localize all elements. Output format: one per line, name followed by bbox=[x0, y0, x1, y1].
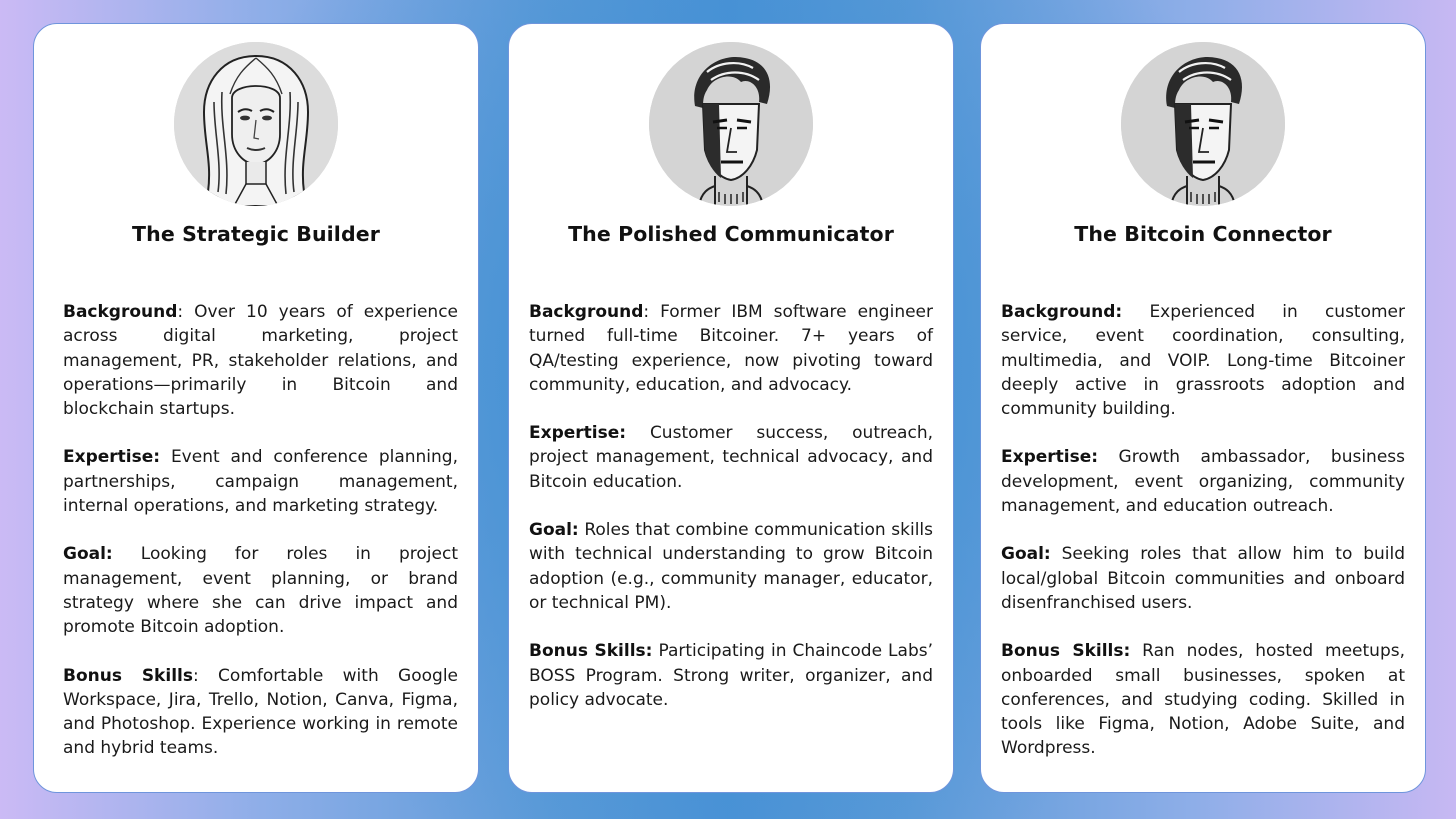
persona-details bbox=[63, 300, 458, 785]
background-section: Background: Former IBM software engineer turned full-time Bitcoiner. 7+ years of QA/testing experience, now pivoting toward community, education, and advocacy. bbox=[529, 302, 933, 395]
bonus-skills-section bbox=[529, 639, 933, 712]
woman-portrait-icon bbox=[174, 42, 338, 206]
section-text: Experienced in customer service, event coordination, consulting, multimedia, and VOIP. Long-time Bitcoiner deeply active in grassroots adoption and community building. bbox=[1001, 302, 1406, 420]
persona-card-polished-communicator bbox=[508, 23, 954, 793]
section-label: Bonus Skills bbox=[63, 665, 193, 686]
persona-card-bitcoin-connector bbox=[980, 23, 1426, 793]
goal-section bbox=[63, 542, 458, 639]
persona-title: The Polished Communicator bbox=[568, 222, 894, 246]
section-text: Looking for roles in project management, event planning, or brand strategy where she can drive impact and promote Bitcoin adoption. bbox=[63, 544, 458, 638]
section-label: Expertise: bbox=[529, 423, 627, 444]
persona-details bbox=[1001, 300, 1405, 785]
section-text: Customer success, outreach, project management, technical advocacy, and Bitcoin education. bbox=[529, 423, 933, 492]
section-text: Growth ambassador, business development, event organizing, community management, and education outreach. bbox=[1001, 447, 1405, 517]
bonus-skills-section: Bonus Skills: Comfortable with Google Workspace, Jira, Trello, Notion, Canva, Figma, and Photoshop. Experience working in remote and hybrid teams. bbox=[63, 665, 458, 759]
persona-title: The Bitcoin Connector bbox=[1074, 222, 1332, 246]
background-section: Background: Over 10 years of experience across digital marketing, project management, PR, stakeholder relations, and operations—primarily in Bitcoin and blockchain startups. bbox=[63, 302, 458, 420]
section-label: Bonus Skills: bbox=[529, 641, 653, 662]
section-text: Roles that combine communication skills with technical understanding to grow Bitcoin adoption (e.g., community manager, educator, or technical PM). bbox=[529, 520, 933, 613]
section-label: Background bbox=[63, 302, 178, 322]
section-text: Comfortable with Google Workspace, Jira, Trello, Notion, Canva, Figma, and Photoshop. Experience working in remote and hybrid teams. bbox=[63, 665, 458, 759]
section-label: Expertise: bbox=[63, 447, 161, 468]
section-label: Bonus Skills: bbox=[1001, 641, 1131, 662]
man-portrait-icon bbox=[649, 42, 813, 206]
section-label: Goal: bbox=[529, 520, 579, 541]
persona-details bbox=[529, 300, 933, 736]
section-text: Ran nodes, hosted meetups, onboarded small businesses, spoken at conferences, and studying coding. Skilled in tools like Figma, Notion, Adobe Suite, and Wordpress. bbox=[1001, 641, 1406, 759]
section-text: Former IBM software engineer turned full-time Bitcoiner. 7+ years of QA/testing experience, now pivoting toward community, education, and advocacy. bbox=[529, 302, 933, 395]
expertise-section bbox=[529, 421, 933, 494]
persona-card-strategic-builder bbox=[33, 23, 479, 793]
section-label: Background bbox=[529, 302, 644, 322]
bonus-skills-section bbox=[1001, 639, 1405, 760]
section-label: Expertise: bbox=[1001, 447, 1099, 468]
section-text: Seeking roles that allow him to build local/global Bitcoin communities and onboard disenfranchised users. bbox=[1001, 544, 1405, 613]
section-text: Participating in Chaincode Labs’ BOSS Program. Strong writer, organizer, and policy advocate. bbox=[529, 641, 933, 710]
goal-section bbox=[529, 518, 933, 615]
goal-section bbox=[1001, 542, 1405, 615]
section-text: Over 10 years of experience across digital marketing, project management, PR, stakeholder relations, and operations—primarily in Bitcoin and blockchain startups. bbox=[63, 302, 458, 420]
expertise-section bbox=[1001, 445, 1405, 518]
section-text: Event and conference planning, partnerships, campaign management, internal operations, and marketing strategy. bbox=[63, 447, 458, 517]
persona-title: The Strategic Builder bbox=[132, 222, 380, 246]
expertise-section bbox=[63, 445, 458, 518]
section-label: Goal: bbox=[63, 544, 113, 565]
section-label: Goal: bbox=[1001, 544, 1051, 565]
section-label: Background: bbox=[1001, 302, 1123, 322]
man-portrait-icon bbox=[1121, 42, 1285, 206]
background-section bbox=[1001, 300, 1405, 421]
